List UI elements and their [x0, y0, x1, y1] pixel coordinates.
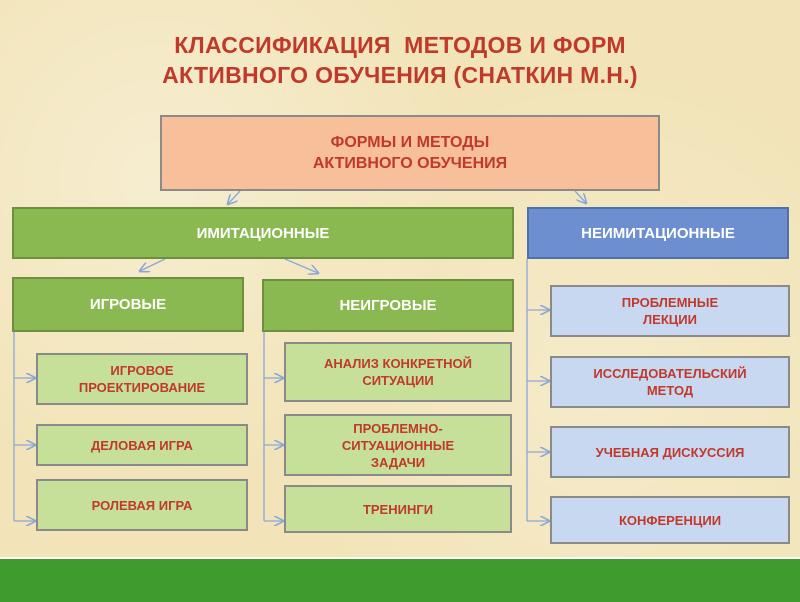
nongame-subcategory: НЕИГРОВЫЕ — [262, 279, 514, 332]
game-item-design: ИГРОВОЕ ПРОЕКТИРОВАНИЕ — [36, 353, 248, 405]
nonimitation-item-lectures: ПРОБЛЕМНЫЕ ЛЕКЦИИ — [550, 285, 790, 337]
arrow-imitation-nongame — [285, 259, 318, 273]
nonimitation-item-research: ИССЛЕДОВАТЕЛЬСКИЙ МЕТОД — [550, 356, 790, 408]
title-line-1: КЛАССИФИКАЦИЯ МЕТОДОВ И ФОРМ — [174, 32, 626, 58]
nongame-item-training: ТРЕНИНГИ — [284, 485, 512, 533]
nonimitation-item-conferences: КОНФЕРЕНЦИИ — [550, 496, 790, 544]
game-item-business: ДЕЛОВАЯ ИГРА — [36, 424, 248, 466]
arrow-imitation-game — [140, 259, 165, 271]
arrow-root-imitation — [228, 191, 240, 204]
footer-bar — [0, 557, 800, 602]
game-subcategory: ИГРОВЫЕ — [12, 277, 244, 332]
nonimitation-category: НЕИМИТАЦИОННЫЕ — [527, 207, 789, 259]
imitation-category: ИМИТАЦИОННЫЕ — [12, 207, 514, 259]
nonimitation-item-discussion: УЧЕБНАЯ ДИСКУССИЯ — [550, 426, 790, 478]
nongame-item-case: АНАЛИЗ КОНКРЕТНОЙ СИТУАЦИИ — [284, 342, 512, 402]
game-item-roleplay: РОЛЕВАЯ ИГРА — [36, 479, 248, 531]
root-node: ФОРМЫ И МЕТОДЫ АКТИВНОГО ОБУЧЕНИЯ — [160, 115, 660, 191]
arrow-root-nonimitation — [575, 191, 586, 203]
title-line-2: АКТИВНОГО ОБУЧЕНИЯ (СНАТКИН М.Н.) — [162, 62, 638, 88]
nongame-item-tasks: ПРОБЛЕМНО- СИТУАЦИОННЫЕ ЗАДАЧИ — [284, 414, 512, 476]
